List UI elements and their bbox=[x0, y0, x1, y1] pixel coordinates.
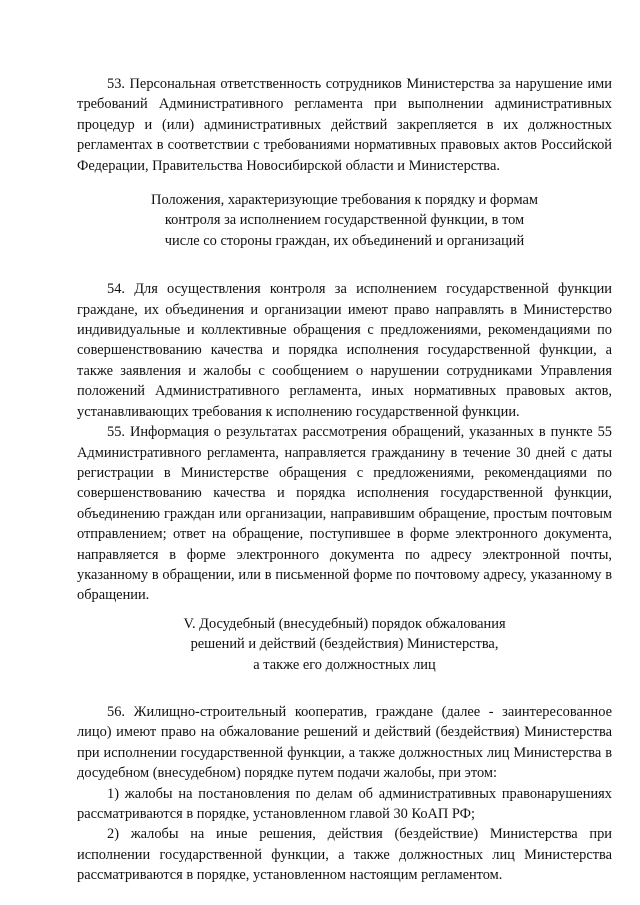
paragraph-54: 54. Для осуществления контроля за исполнением государственной функции граждане, их объединения и организации имеют право направлять в Министерство индивидуальные и коллективные обращения с предложениями, рекомендациями по совершенствованию качества и порядка исполнения государственной функции, а также заявления и жалобы с сообщением о нарушении сотрудниками Управления положений Административного регламента, иных нормативных правовых актов, устанавливающих требования к исполнению государственной функции. bbox=[77, 281, 612, 420]
heading-line: а также его должностных лиц bbox=[253, 656, 436, 673]
heading-line: V. Досудебный (внесудебный) порядок обжалования bbox=[183, 615, 506, 632]
heading-line: Положения, характеризующие требования к порядку и формам bbox=[151, 192, 538, 209]
heading-line: контроля за исполнением государственной функции, в том bbox=[164, 212, 525, 229]
list-item-2: 2) жалобы на иные решения, действия (бездействие) Министерства при исполнении государственной функции, а также должностных лиц Министерства рассматриваются в порядке, установленном настоящим регламентом. bbox=[77, 826, 612, 884]
section-heading-appeal bbox=[77, 614, 612, 675]
list-item-1: 1) жалобы на постановления по делам об административных правонарушениях рассматриваются в порядке, установленном главой 30 КоАП РФ; bbox=[77, 785, 612, 822]
heading-line: числе со стороны граждан, их объединений и организаций bbox=[164, 232, 525, 249]
paragraph-55: 55. Информация о результатах рассмотрения обращений, указанных в пункте 55 Административного регламента, направляется гражданину в течение 30 дней с даты регистрации в Министерстве обращения с предложениями, рекомендациями по совершенствованию качества и порядка исполнения государственной функции, объединению граждан или организации, направившим обращение, простым почтовым отправлением; ответ на обращение, поступившее в форме электронного документа, направляется в форме электронного документа по адресу электронной почты, указанному в обращении, или в письменной форме по почтовому адресу, указанному в обращении. bbox=[77, 424, 612, 604]
paragraph-56: 56. Жилищно-строительный кооператив, граждане (далее - заинтересованное лицо) имеют право на обжалование решений и действий (бездействия) Министерства при исполнении государственной функции, а также должностных лиц Министерства в досудебном (внесудебном) порядке путем подачи жалобы, при этом: bbox=[77, 703, 612, 782]
heading-line: решений и действий (бездействия) Министерства, bbox=[190, 636, 499, 653]
section-heading-control bbox=[77, 190, 612, 251]
paragraph-53: 53. Персональная ответственность сотрудников Министерства за нарушение ими требований Административного регламента при выполнении административных процедур и (или) административных действий закрепляется в их должностных регламентах в соответствии с требованиями нормативных правовых актов Российской Федерации, Правительства Новосибирской области и Министерства. bbox=[77, 76, 612, 174]
document-page bbox=[77, 74, 612, 886]
